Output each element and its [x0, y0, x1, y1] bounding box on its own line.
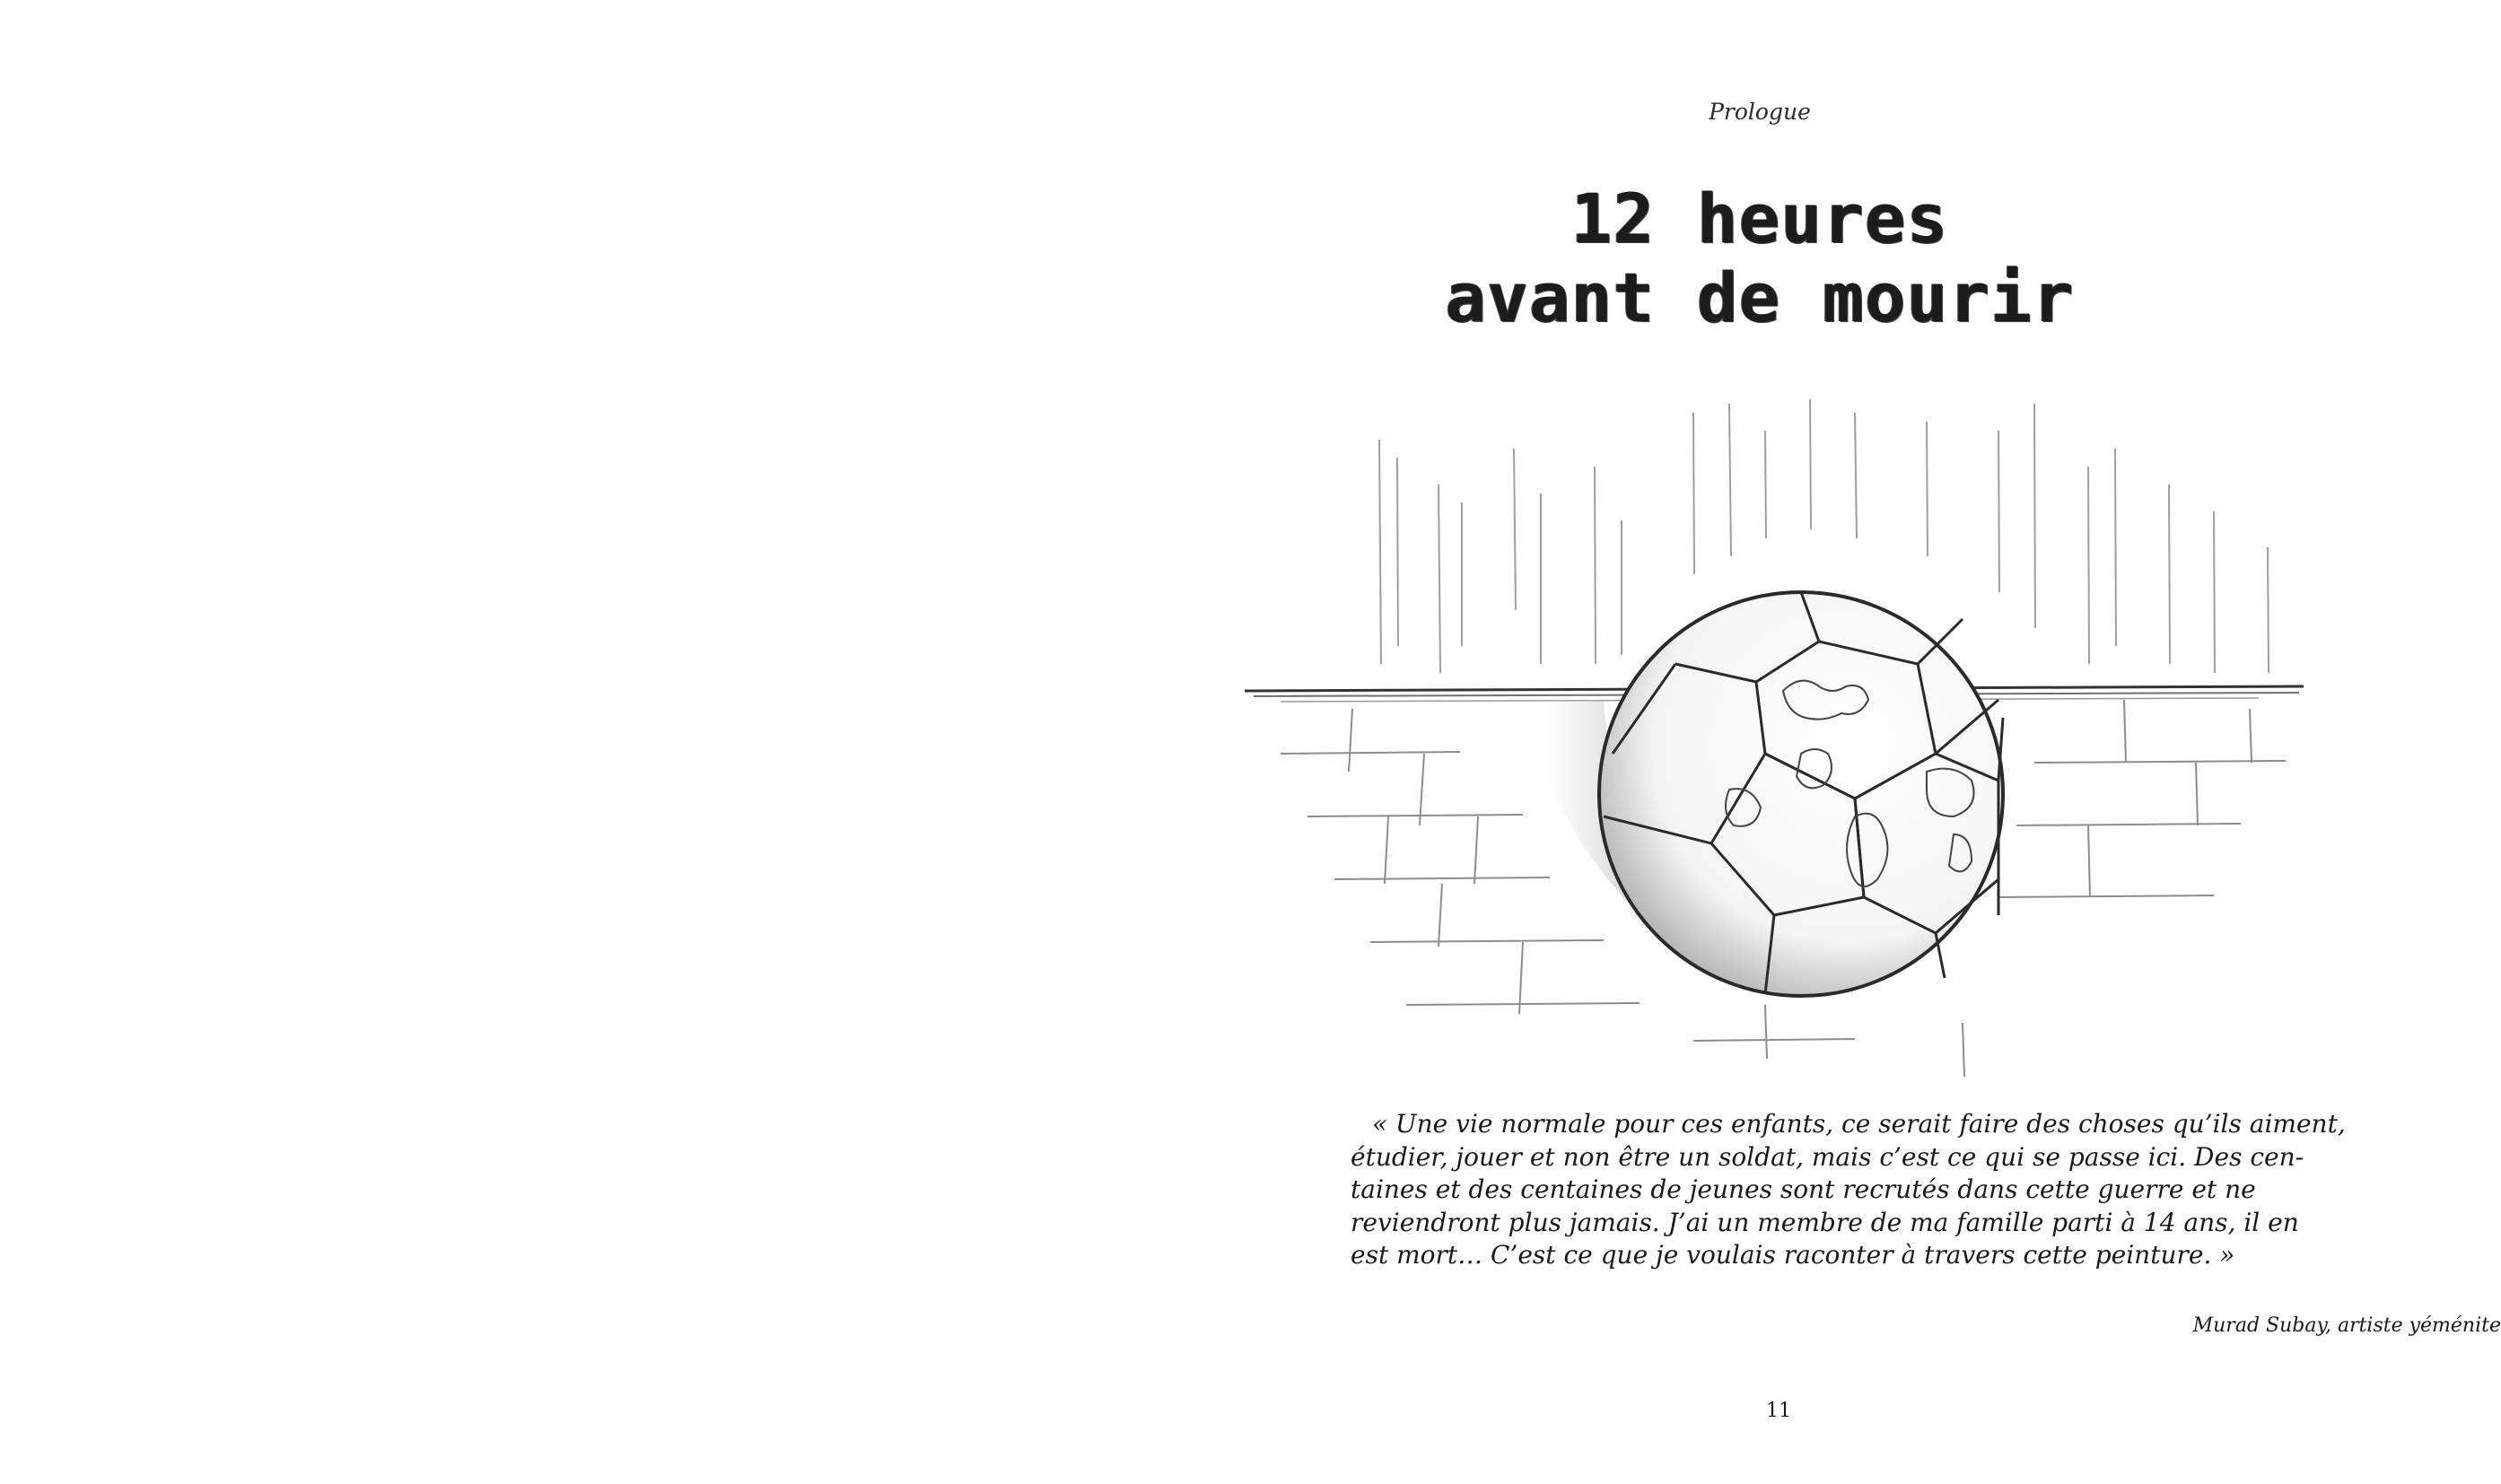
page-number: 11: [1766, 1400, 1791, 1422]
quote-line: étudier, jouer et non être un soldat, mais c’est ce qui se passe ici. Des cen-: [1351, 1141, 2304, 1172]
chapter-title: [1173, 179, 2347, 337]
soccer-ball-globe-drawing-icon: [1227, 395, 2313, 1077]
quote-attribution: Murad Subay, artiste yéménite: [2192, 1314, 2501, 1337]
chapter-title-line-2: avant de mourir: [1445, 258, 2075, 337]
quote-line: reviendront plus jamais. J’ai un membre de ma famille parti à 14 ans, il en: [1351, 1207, 2299, 1237]
chapter-title-line-1: 12 heures: [1570, 179, 1949, 258]
quote-line: taines et des centaines de jeunes sont recrutés dans cette guerre et ne: [1351, 1174, 2256, 1204]
quote-line: est mort… C’est ce que je voulais raconter à travers cette peinture. »: [1351, 1240, 2235, 1270]
artist-quote: [1351, 1108, 2346, 1272]
soccer-ball: [1599, 592, 2003, 996]
section-label: Prologue: [1709, 99, 1811, 125]
left-page-blank: [0, 0, 1173, 1484]
right-page: [1173, 0, 2501, 1484]
quote-line: « Une vie normale pour ces enfants, ce serait faire des choses qu’ils aiment,: [1372, 1109, 2346, 1139]
